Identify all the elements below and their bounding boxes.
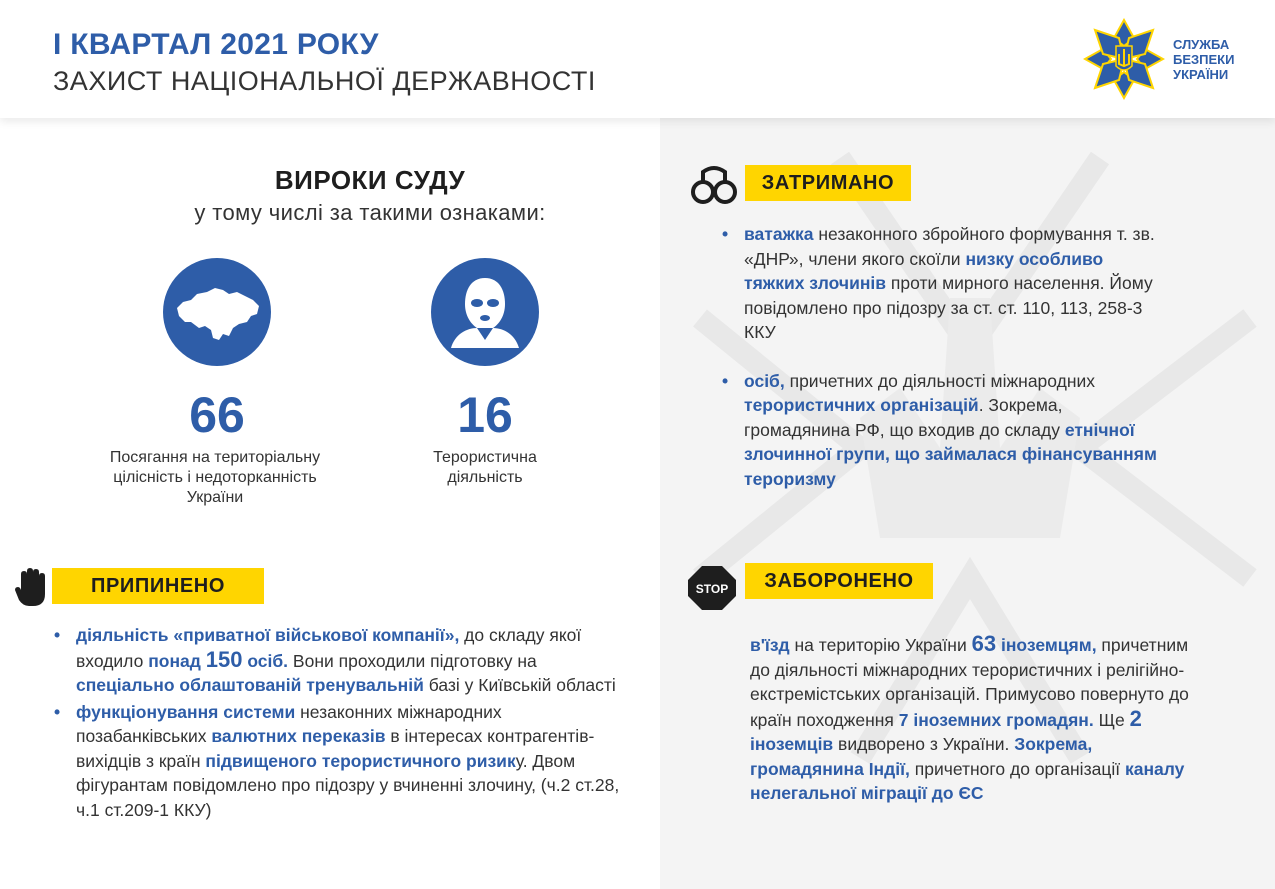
body-text: на територію України <box>789 635 972 655</box>
ssu-logo-text: СЛУЖБА БЕЗПЕКИ УКРАЇНИ <box>1173 37 1235 82</box>
highlight-text: осіб. <box>242 650 289 671</box>
body-text: в інтересах контрагентів-вихідців з країн <box>76 726 595 771</box>
ukraine-map-icon <box>163 258 271 366</box>
verdicts-subtitle: у тому числі за такими ознаками: <box>194 200 546 225</box>
stop-sign-icon <box>688 566 736 610</box>
verdicts-title: ВИРОКИ СУДУ <box>274 165 466 195</box>
stat-desc-terrorism: Терористична діяльність <box>433 449 537 486</box>
page-title: I КВАРТАЛ 2021 РОКУ <box>53 28 379 61</box>
highlight-text: терористичних організацій <box>744 395 979 415</box>
highlight-text: діяльність «приватної військової компанії», <box>76 625 460 645</box>
highlight-text: осіб, <box>744 370 785 391</box>
body-text: Вони проходили підготовку на <box>288 650 537 671</box>
stopped-label: ПРИПИНЕНО <box>52 568 264 604</box>
banned-text <box>750 632 1210 806</box>
highlight-text: низку особливо тяжких злочинів <box>744 248 1104 293</box>
highlight-text: ватажка <box>744 224 814 244</box>
body-text: причетним до діяльності міжнародних терористичних і релігійно-екстремістських організацій. Примусово повернуто до країн походження <box>750 635 1189 730</box>
list-item <box>52 623 627 698</box>
stop-hand-icon <box>15 568 49 606</box>
highlight-text: іноземцям, <box>996 635 1097 655</box>
body-text: причетних до діяльності міжнародних <box>784 370 1096 391</box>
stat-desc-territorial: Посягання на територіальну цілісність і недоторканність України <box>109 449 321 506</box>
stat-value-territorial: 66 <box>189 387 245 443</box>
highlight-text: понад <box>148 650 206 671</box>
highlight-text: 7 іноземних громадян. <box>898 709 1094 730</box>
highlight-text: функціонування системи <box>76 701 296 722</box>
detained-label: ЗАТРИМАНО <box>745 165 911 201</box>
body-text: причетного до організації <box>909 758 1125 779</box>
highlight-text: 2 <box>1129 705 1142 731</box>
highlight-text: етнічної злочинної групи, що займалася фінансуванням тероризму <box>744 419 1157 489</box>
body-text: незаконного збройного формування т. зв. «ДНР», члени якого скоїли <box>744 224 1155 269</box>
balaclava-terrorist-icon <box>431 258 539 366</box>
highlight-text: в'їзд <box>750 635 790 655</box>
ssu-logo-emblem-icon <box>1083 18 1165 100</box>
highlight-text: іноземців <box>750 734 834 754</box>
banned-label: ЗАБОРОНЕНО <box>745 563 933 599</box>
stopped-list <box>52 623 627 822</box>
highlight-text: спеціально облаштованій тренувальній <box>76 675 424 695</box>
detained-list <box>720 222 1160 491</box>
list-item <box>720 222 1160 345</box>
body-text: . Зокрема, громадянина РФ, що входив до складу <box>744 395 1065 440</box>
body-text: до складу якої входило <box>76 625 582 671</box>
stop-sign-text: STOP <box>695 582 729 596</box>
page-header <box>0 0 1275 118</box>
body-text: видворено з України. <box>833 734 1015 754</box>
page-subtitle: ЗАХИСТ НАЦІОНАЛЬНОЇ ДЕРЖАВНОСТІ <box>53 66 596 96</box>
list-item <box>52 700 627 823</box>
highlight-text: Зокрема, громадянина Індії, <box>750 734 1093 779</box>
list-item <box>720 369 1160 492</box>
highlight-text: валютних переказів <box>211 726 386 746</box>
body-text: Ще <box>1093 709 1130 730</box>
highlight-text: 150 <box>205 646 243 672</box>
body-text: базі у Київській області <box>423 675 616 695</box>
body-text: незаконних міжнародних позабанківських <box>76 701 502 746</box>
body-text: у. Двом фігурантам повідомлено про підозру у вчиненні злочину, (ч.2 ст.28, ч.1 ст.209-1 ККУ) <box>76 750 620 820</box>
stat-value-terrorism: 16 <box>457 387 513 443</box>
highlight-text: підвищеного терористичного ризик <box>205 750 516 771</box>
body-text: проти мирного населення. Йому повідомлено про підозру за ст. ст. 110, 113, 258-3 ККУ <box>744 273 1153 342</box>
handcuffs-icon <box>690 162 738 208</box>
highlight-text: каналу нелегальної міграції до ЄС <box>750 758 1185 803</box>
highlight-text: 63 <box>971 631 997 656</box>
